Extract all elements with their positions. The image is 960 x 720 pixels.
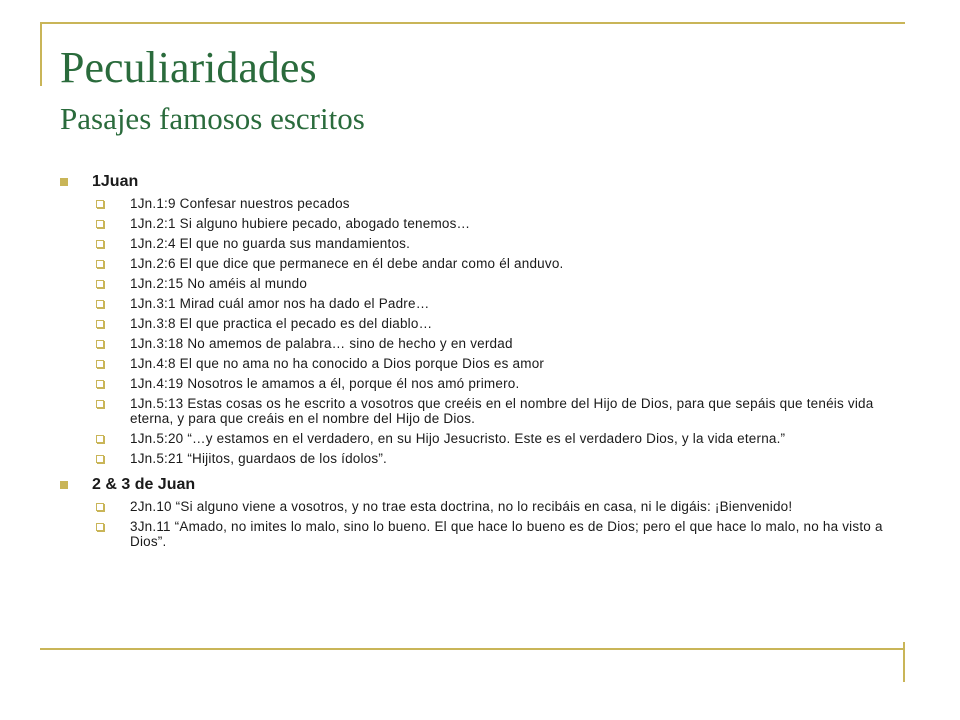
list-item-text: 2Jn.10 “Si alguno viene a vosotros, y no trae esta doctrina, no lo recibáis en casa, ni le digáis: ¡Bienvenido!: [130, 499, 793, 514]
list-item-text: 1Jn.5:20 “…y estamos en el verdadero, en su Hijo Jesucristo. Este es el verdadero Dios, y la vida eterna.”: [130, 431, 786, 446]
frame-line-top: [40, 22, 905, 24]
list-item-text: 1Jn.2:15 No améis al mundo: [130, 276, 308, 291]
section-heading: [60, 471, 900, 499]
checkbox-bullet-icon: [96, 320, 104, 328]
section-heading-label: 2 & 3 de Juan: [92, 476, 196, 493]
section-1juan: [60, 168, 900, 466]
passage-list: [60, 196, 900, 466]
slide-content: [60, 168, 900, 554]
checkbox-bullet-icon: [96, 455, 104, 463]
checkbox-bullet-icon: [96, 360, 104, 368]
list-item: [60, 396, 900, 426]
checkbox-bullet-icon: [96, 300, 104, 308]
list-item-text: 1Jn.3:8 El que practica el pecado es del diablo…: [130, 316, 433, 331]
list-item: [60, 499, 900, 514]
list-item-text: 3Jn.11 “Amado, no imites lo malo, sino lo bueno. El que hace lo bueno es de Dios; pero el que hace lo malo, no ha visto a Dios”.: [130, 519, 883, 549]
list-item: [60, 336, 900, 351]
list-item: [60, 519, 900, 549]
passage-list: [60, 499, 900, 549]
list-item-text: 1Jn.4:8 El que no ama no ha conocido a Dios porque Dios es amor: [130, 356, 545, 371]
checkbox-bullet-icon: [96, 340, 104, 348]
list-item-text: 1Jn.2:1 Si alguno hubiere pecado, abogado tenemos…: [130, 216, 471, 231]
checkbox-bullet-icon: [96, 280, 104, 288]
list-item: [60, 236, 900, 251]
list-item: [60, 376, 900, 391]
slide-title: [60, 38, 365, 138]
checkbox-bullet-icon: [96, 380, 104, 388]
frame-line-bottom: [40, 648, 905, 650]
list-item-text: 1Jn.1:9 Confesar nuestros pecados: [130, 196, 350, 211]
list-item-text: 1Jn.2:6 El que dice que permanece en él debe andar como él anduvo.: [130, 256, 564, 271]
list-item-text: 1Jn.3:1 Mirad cuál amor nos ha dado el Padre…: [130, 296, 430, 311]
list-item: [60, 296, 900, 311]
frame-line-right: [903, 642, 905, 682]
checkbox-bullet-icon: [96, 435, 104, 443]
list-item: [60, 196, 900, 211]
checkbox-bullet-icon: [96, 503, 104, 511]
list-item: [60, 451, 900, 466]
square-bullet-icon: [60, 178, 68, 186]
list-item-text: 1Jn.2:4 El que no guarda sus mandamientos.: [130, 236, 411, 251]
list-item-text: 1Jn.5:21 “Hijitos, guardaos de los ídolos”.: [130, 451, 387, 466]
section-heading: [60, 168, 900, 196]
list-item: [60, 216, 900, 231]
checkbox-bullet-icon: [96, 523, 104, 531]
list-item-text: 1Jn.4:19 Nosotros le amamos a él, porque él nos amó primero.: [130, 376, 520, 391]
checkbox-bullet-icon: [96, 260, 104, 268]
list-item: [60, 256, 900, 271]
list-item: [60, 356, 900, 371]
slide-title-sub: Pasajes famosos escritos: [60, 101, 365, 136]
checkbox-bullet-icon: [96, 220, 104, 228]
checkbox-bullet-icon: [96, 400, 104, 408]
checkbox-bullet-icon: [96, 200, 104, 208]
frame-line-left: [40, 22, 42, 86]
checkbox-bullet-icon: [96, 240, 104, 248]
list-item: [60, 316, 900, 331]
section-heading-label: 1Juan: [92, 173, 139, 190]
square-bullet-icon: [60, 481, 68, 489]
slide-title-main: Peculiaridades: [60, 43, 317, 92]
list-item-text: 1Jn.5:13 Estas cosas os he escrito a vosotros que creéis en el nombre del Hijo de Dios, para que sepáis que tenéis vida eterna, y para que creáis en el nombre del Hijo de Dios.: [130, 396, 874, 426]
list-item: [60, 276, 900, 291]
list-item: [60, 431, 900, 446]
list-item-text: 1Jn.3:18 No amemos de palabra… sino de hecho y en verdad: [130, 336, 513, 351]
section-2-3juan: [60, 471, 900, 549]
